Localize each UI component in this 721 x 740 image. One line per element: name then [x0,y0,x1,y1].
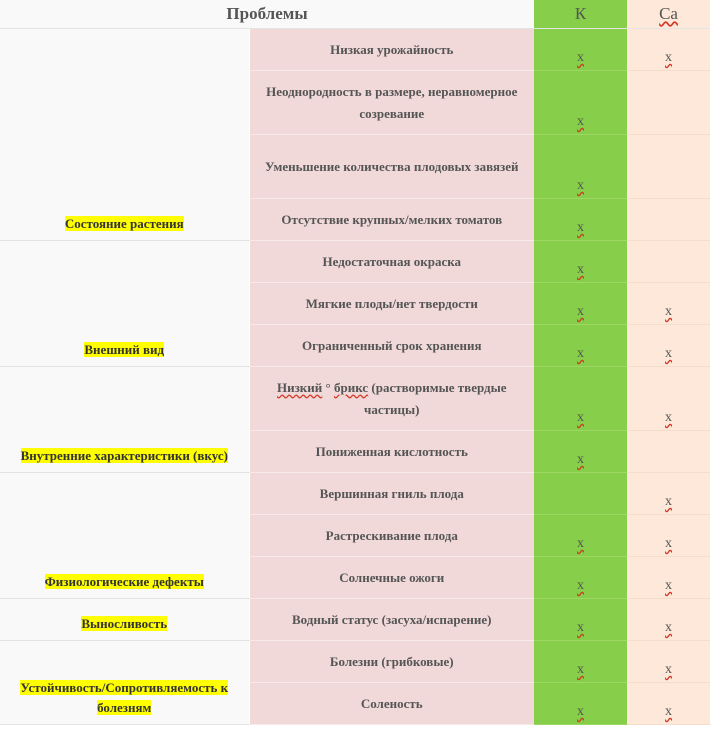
ca-cell [627,599,710,641]
ca-cell [627,683,710,725]
table-row [0,473,710,515]
category-plant-condition [0,29,249,241]
problem-cell: Растрескивание плода [249,515,534,557]
ca-cell [627,431,710,473]
category-physiological-defects [0,473,249,599]
category-label: Устойчивость/Сопротивляемость к болезням [20,680,229,715]
problem-part: брикс [333,379,369,395]
ca-cell [627,515,710,557]
category-label: Выносливость [81,616,168,631]
k-mark: x [577,578,585,593]
k-cell [534,473,627,515]
problem-part: (растворимые твердые частицы) [364,379,507,417]
problem-part: Низкий [276,379,323,395]
k-cell [534,135,627,199]
ca-cell [627,29,710,71]
ca-mark: x [665,536,673,551]
problem-cell: Низкая урожайность [249,29,534,71]
k-mark: x [577,620,585,635]
ca-mark: x [665,578,673,593]
k-cell [534,557,627,599]
table-row [0,29,710,71]
ca-cell [627,367,710,431]
category-label: Внешний вид [84,342,165,357]
k-mark: x [577,536,585,551]
ca-cell [627,241,710,283]
k-mark: x [577,410,585,425]
ca-cell [627,283,710,325]
k-mark: x [577,262,585,277]
k-mark: x [577,304,585,319]
k-mark: x [577,114,585,129]
category-appearance [0,241,249,367]
k-cell [534,71,627,135]
ca-cell [627,71,710,135]
k-cell [534,283,627,325]
k-mark: x [577,704,585,719]
category-disease-resistance [0,641,249,725]
ca-cell [627,325,710,367]
ca-mark: x [665,410,673,425]
ca-mark: x [665,704,673,719]
table-row [0,641,710,683]
problem-cell: Неоднородность в размере, неравномерное созревание [249,71,534,135]
problem-cell: Мягкие плоды/нет твердости [249,283,534,325]
problem-cell: Отсутствие крупных/мелких томатов [249,199,534,241]
k-cell [534,683,627,725]
header-ca [627,0,710,29]
k-mark: x [577,220,585,235]
problem-cell: Недостаточная окраска [249,241,534,283]
category-label: Состояние растения [64,216,184,231]
header-ca-label: Ca [659,4,678,23]
k-mark: x [577,662,585,677]
k-cell [534,367,627,431]
k-cell [534,515,627,557]
problem-cell: Пониженная кислотность [249,431,534,473]
k-cell [534,199,627,241]
table-row [0,241,710,283]
k-mark: x [577,178,585,193]
problem-part: ° [322,379,334,395]
ca-mark: x [665,494,673,509]
problem-cell: Ограниченный срок хранения [249,325,534,367]
k-cell [534,325,627,367]
header-k: К [534,0,627,29]
ca-cell [627,557,710,599]
category-endurance [0,599,249,641]
k-mark: x [577,346,585,361]
ca-mark: x [665,50,673,65]
k-mark: x [577,50,585,65]
header-problems: Проблемы [0,0,534,29]
problem-cell: Уменьшение количества плодовых завязей [249,135,534,199]
k-mark: x [577,452,585,467]
problem-cell: Болезни (грибковые) [249,641,534,683]
category-label: Физиологические дефекты [44,574,204,589]
ca-mark: x [665,304,673,319]
problem-cell: Солнечные ожоги [249,557,534,599]
problem-cell: Соленость [249,683,534,725]
problem-cell [249,367,534,431]
category-internal-taste [0,367,249,473]
ca-cell [627,135,710,199]
ca-mark: x [665,346,673,361]
k-cell [534,641,627,683]
ca-cell [627,641,710,683]
k-cell [534,431,627,473]
table-row [0,367,710,431]
table-row [0,599,710,641]
problem-cell: Вершинная гниль плода [249,473,534,515]
k-cell [534,599,627,641]
k-cell [534,241,627,283]
k-cell [534,29,627,71]
ca-cell [627,199,710,241]
ca-cell [627,473,710,515]
category-label: Внутренние характеристики (вкус) [20,448,228,463]
problem-cell: Водный статус (засуха/испарение) [249,599,534,641]
ca-mark: x [665,620,673,635]
ca-mark: x [665,662,673,677]
